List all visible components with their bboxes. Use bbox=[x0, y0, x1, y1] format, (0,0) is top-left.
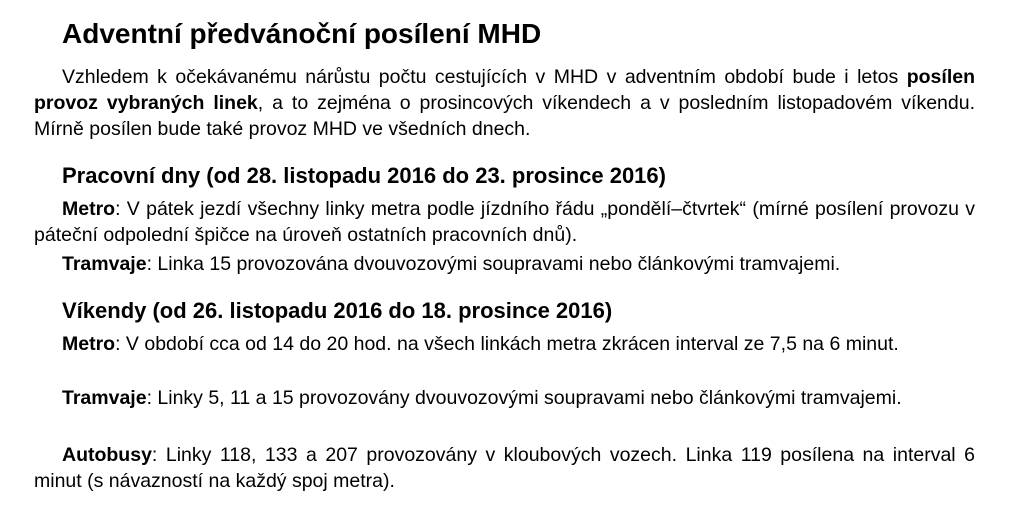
page-title: Adventní předvánoční posílení MHD bbox=[62, 18, 542, 49]
weekdays-metro-paragraph bbox=[34, 196, 975, 248]
weekends-metro-text: : V období cca od 14 do 20 hod. na všech linkách metra zkrácen interval ze 7,5 na 6 minut. bbox=[115, 333, 899, 355]
weekends-metro-paragraph bbox=[34, 331, 975, 357]
weekends-tram-text: : Linky 5, 11 a 15 provozovány dvouvozovými soupravami nebo článkovými tramvajemi. bbox=[146, 387, 902, 409]
weekends-bus-paragraph bbox=[34, 442, 975, 494]
weekends-tram-paragraph bbox=[34, 385, 975, 411]
intro-paragraph bbox=[34, 64, 975, 142]
weekends-heading: Víkendy (od 26. listopadu 2016 do 18. prosince 2016) bbox=[62, 298, 613, 323]
weekends-tram-label: Tramvaje bbox=[62, 387, 147, 409]
weekdays-tram-label: Tramvaje bbox=[62, 253, 147, 275]
weekdays-metro-text: : V pátek jezdí všechny linky metra podle jízdního řádu „pondělí–čtvrtek“ (mírné posílení provozu v páteční odpolední špičce na úroveň ostatních pracovních dnů). bbox=[34, 198, 975, 246]
weekends-metro-label: Metro bbox=[62, 333, 116, 355]
weekdays-tram-paragraph bbox=[34, 251, 975, 277]
weekends-bus-label: Autobusy bbox=[62, 444, 152, 466]
weekdays-heading: Pracovní dny (od 28. listopadu 2016 do 23. prosince 2016) bbox=[62, 163, 666, 188]
weekends-bus-text: : Linky 118, 133 a 207 provozovány v kloubových vozech. Linka 119 posílena na interval 6 minut (s návazností na každý spoj metra). bbox=[34, 444, 975, 492]
weekdays-tram-text: : Linka 15 provozována dvouvozovými soupravami nebo článkovými tramvajemi. bbox=[146, 253, 841, 275]
intro-text-before: Vzhledem k očekávanému nárůstu počtu cestujících v MHD v adventním období bude i letos bbox=[62, 66, 907, 88]
intro-text-after: , a to zejména o prosincových víkendech a v posledním listopadovém víkendu. Mírně posílen bude také provoz MHD ve všedních dnech. bbox=[34, 92, 975, 140]
weekdays-metro-label: Metro bbox=[62, 198, 116, 220]
intro-bold-text: posílen provoz vybraných linek bbox=[34, 66, 975, 114]
